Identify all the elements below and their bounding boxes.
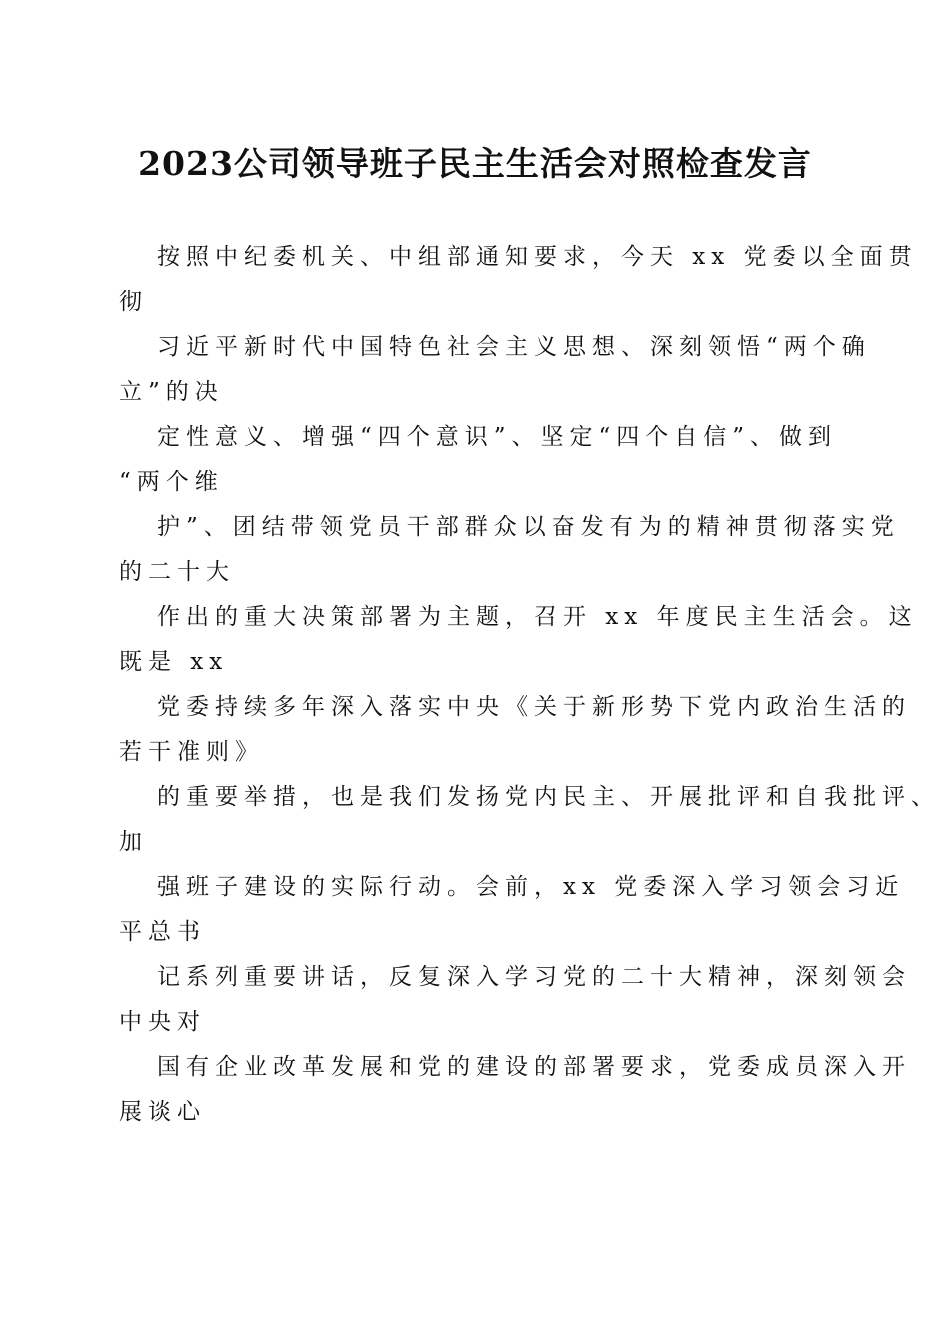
text-line: 的二十大 [119,559,235,585]
text-line: 记系列重要讲话，反复深入学习党的二十大精神，深刻领会 [157,964,911,990]
text-line: 立”的决 [119,379,224,405]
text-line: 作出的重大决策部署为主题，召开 xx 年度民主生活会。这 [157,604,918,630]
text-line: 国有企业改革发展和党的建设的部署要求，党委成员深入开 [157,1054,911,1080]
text-line: 加 [119,829,148,855]
text-line: 彻 [119,289,148,315]
text-line: 展谈心 [119,1099,206,1125]
text-line: 按照中纪委机关、中组部通知要求，今天 xx 党委以全面贯 [157,244,918,270]
text-line: 党委持续多年深入落实中央《关于新形势下党内政治生活的 [157,694,911,720]
text-line: 既是 xx [119,649,229,675]
text-line: 平总书 [119,919,206,945]
text-line: 定性意义、增强“四个意识”、坚定“四个自信”、做到 [157,424,838,450]
text-line: 若干准则》 [119,739,264,765]
text-line: 的重要举措，也是我们发扬党内民主、开展批评和自我批评、 [157,784,940,810]
text-line: 习近平新时代中国特色社会主义思想、深刻领悟“两个确 [157,334,871,360]
document-title: 2023公司领导班子民主生活会对照检查发言 [138,144,812,183]
text-line: 强班子建设的实际行动。会前，xx 党委深入学习领会习近 [157,874,905,900]
text-line: 护”、团结带领党员干部群众以奋发有为的精神贯彻落实党 [157,514,900,540]
text-line: 中央对 [119,1009,206,1035]
text-line: “两个维 [119,469,224,495]
